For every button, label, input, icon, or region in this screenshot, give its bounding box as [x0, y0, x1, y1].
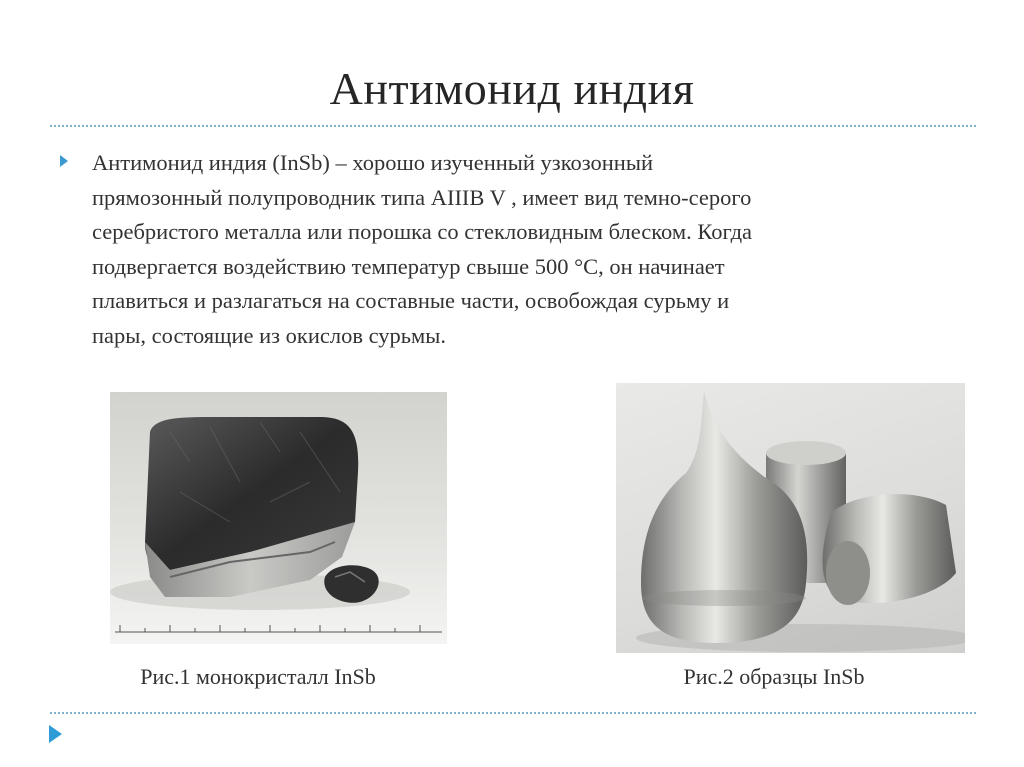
bottom-divider	[50, 712, 976, 714]
insb-single-crystal-photo	[110, 392, 447, 644]
figure-2-caption: Рис.2 образцы InSb	[683, 664, 865, 689]
bullet-text: Антимонид индия (InSb) – хорошо изученный узкозонный прямозонный полупроводник типа AIIIB V , имеет вид темно-серого серебристого металла или порошка со стекловидным блеском. Когда подвергается воздействию температур свыше 500 °C, он начинает плавиться и разлагаться на составные части, освобождая сурьму и пары, состоящие из окислов сурьмы.	[92, 150, 753, 348]
slide-title: Антимонид индия	[329, 63, 695, 114]
insb-ingot-samples-photo	[616, 383, 965, 653]
bullet-arrow-icon	[60, 155, 68, 167]
top-divider	[50, 125, 976, 127]
figure-1-caption: Рис.1 монокристалл InSb	[140, 664, 376, 689]
next-slide-arrow-icon	[49, 725, 62, 743]
